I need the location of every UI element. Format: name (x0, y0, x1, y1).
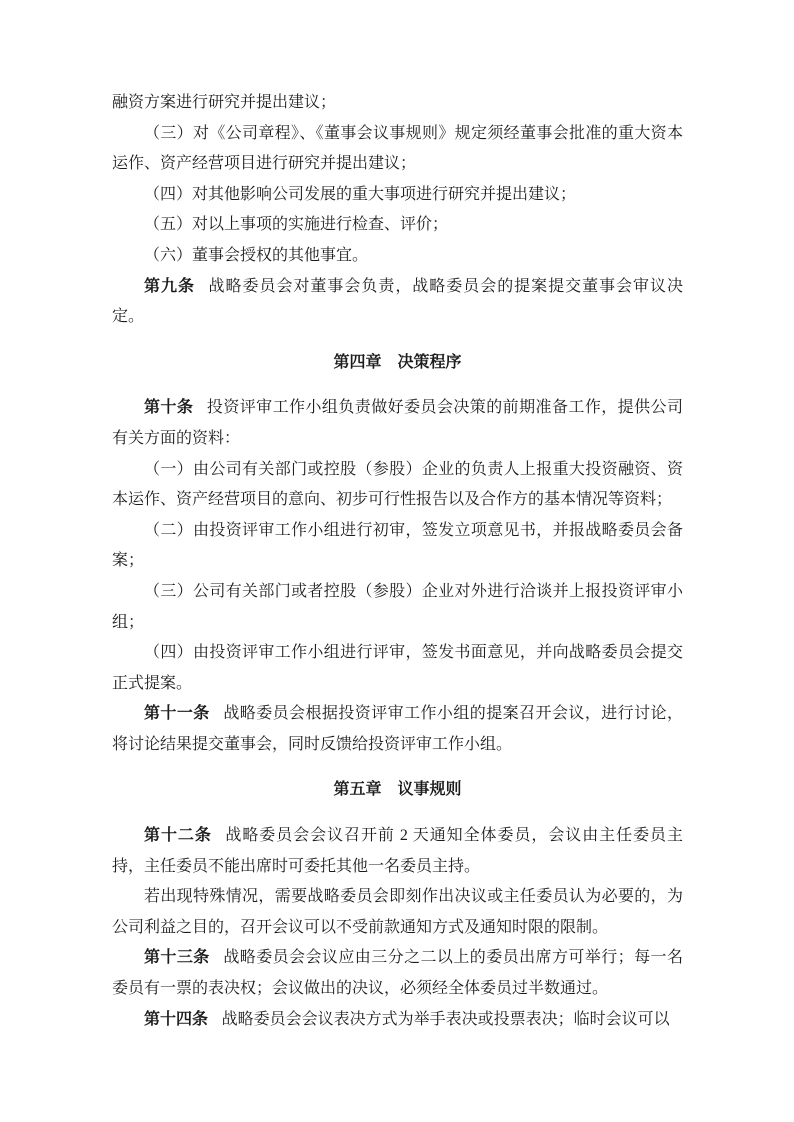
paragraph: （六）董事会授权的其他事宜。 (144, 246, 369, 264)
paragraph: 融资方案进行研究并提出建议； (112, 94, 337, 111)
paragraph: （五）对以上事项的实施进行检查、评价； (144, 216, 449, 234)
article-text: 战略委员会会议表决方式为举手表决或投票表决；临时会议可以 (221, 1010, 670, 1028)
paragraph: 若出现特殊情况，需要战略委员会即刻作出决议或主任委员认为必要的，为公司利益之目的，召开会议可以不受前款通知方式及通知时限的限制。 (112, 888, 683, 936)
paragraph: （四）由投资评审工作小组进行评审，签发书面意见，并向战略委员会提交正式提案。 (112, 644, 683, 692)
chapter-heading: 第五章 议事规则 (333, 781, 462, 799)
article-number: 第十条 (144, 399, 194, 417)
article-number: 第十二条 (144, 827, 212, 845)
article-text: 战略委员会对董事会负责，战略委员会的提案提交董事会审议决定。 (112, 277, 683, 326)
article-number: 第十四条 (144, 1010, 209, 1028)
article-paragraph (112, 943, 683, 1004)
document-content (112, 88, 683, 1035)
article-text: 战略委员会会议召开前 2 天通知全体委员，会议由主任委员主持，主任委员不能出席时可委托其他一名委员主持。 (112, 827, 683, 875)
article-text: 战略委员会会议应由三分之二以上的委员出席方可举行；每一名委员有一票的表决权；会议做出的决议，必须经全体委员过半数通过。 (112, 949, 683, 998)
paragraph: （三）公司有关部门或者控股（参股）企业对外进行洽谈并上报投资评审小组； (112, 582, 683, 631)
article-paragraph (112, 393, 683, 454)
paragraph: （四）对其他影响公司发展的重大事项进行研究并提出建议； (144, 185, 577, 203)
article-number: 第十一条 (144, 705, 210, 723)
article-number: 第九条 (144, 277, 195, 295)
paragraph: （二）由投资评审工作小组进行初审，签发立项意见书，并报战略委员会备案； (112, 521, 683, 570)
paragraph: （一）由公司有关部门或控股（参股）企业的负责人上报重大投资融资、资本运作、资产经营项目的意向、初步可行性报告以及合作方的基本情况等资料； (112, 460, 683, 509)
chapter-heading: 第四章 决策程序 (333, 353, 462, 371)
article-paragraph (112, 1005, 683, 1036)
article-paragraph (112, 272, 683, 333)
article-number: 第十三条 (144, 949, 210, 967)
article-paragraph (112, 821, 683, 882)
article-text: 战略委员会根据投资评审工作小组的提案召开会议，进行讨论，将讨论结果提交董事会，同时反馈给投资评审工作小组。 (112, 705, 683, 753)
article-text: 投资评审工作小组负责做好委员会决策的前期准备工作，提供公司有关方面的资料： (112, 399, 683, 447)
paragraph: （三）对《公司章程》、《董事会议事规则》规定须经董事会批准的重大资本运作、资产经营项目进行研究并提出建议； (112, 124, 683, 173)
article-paragraph (112, 699, 683, 760)
